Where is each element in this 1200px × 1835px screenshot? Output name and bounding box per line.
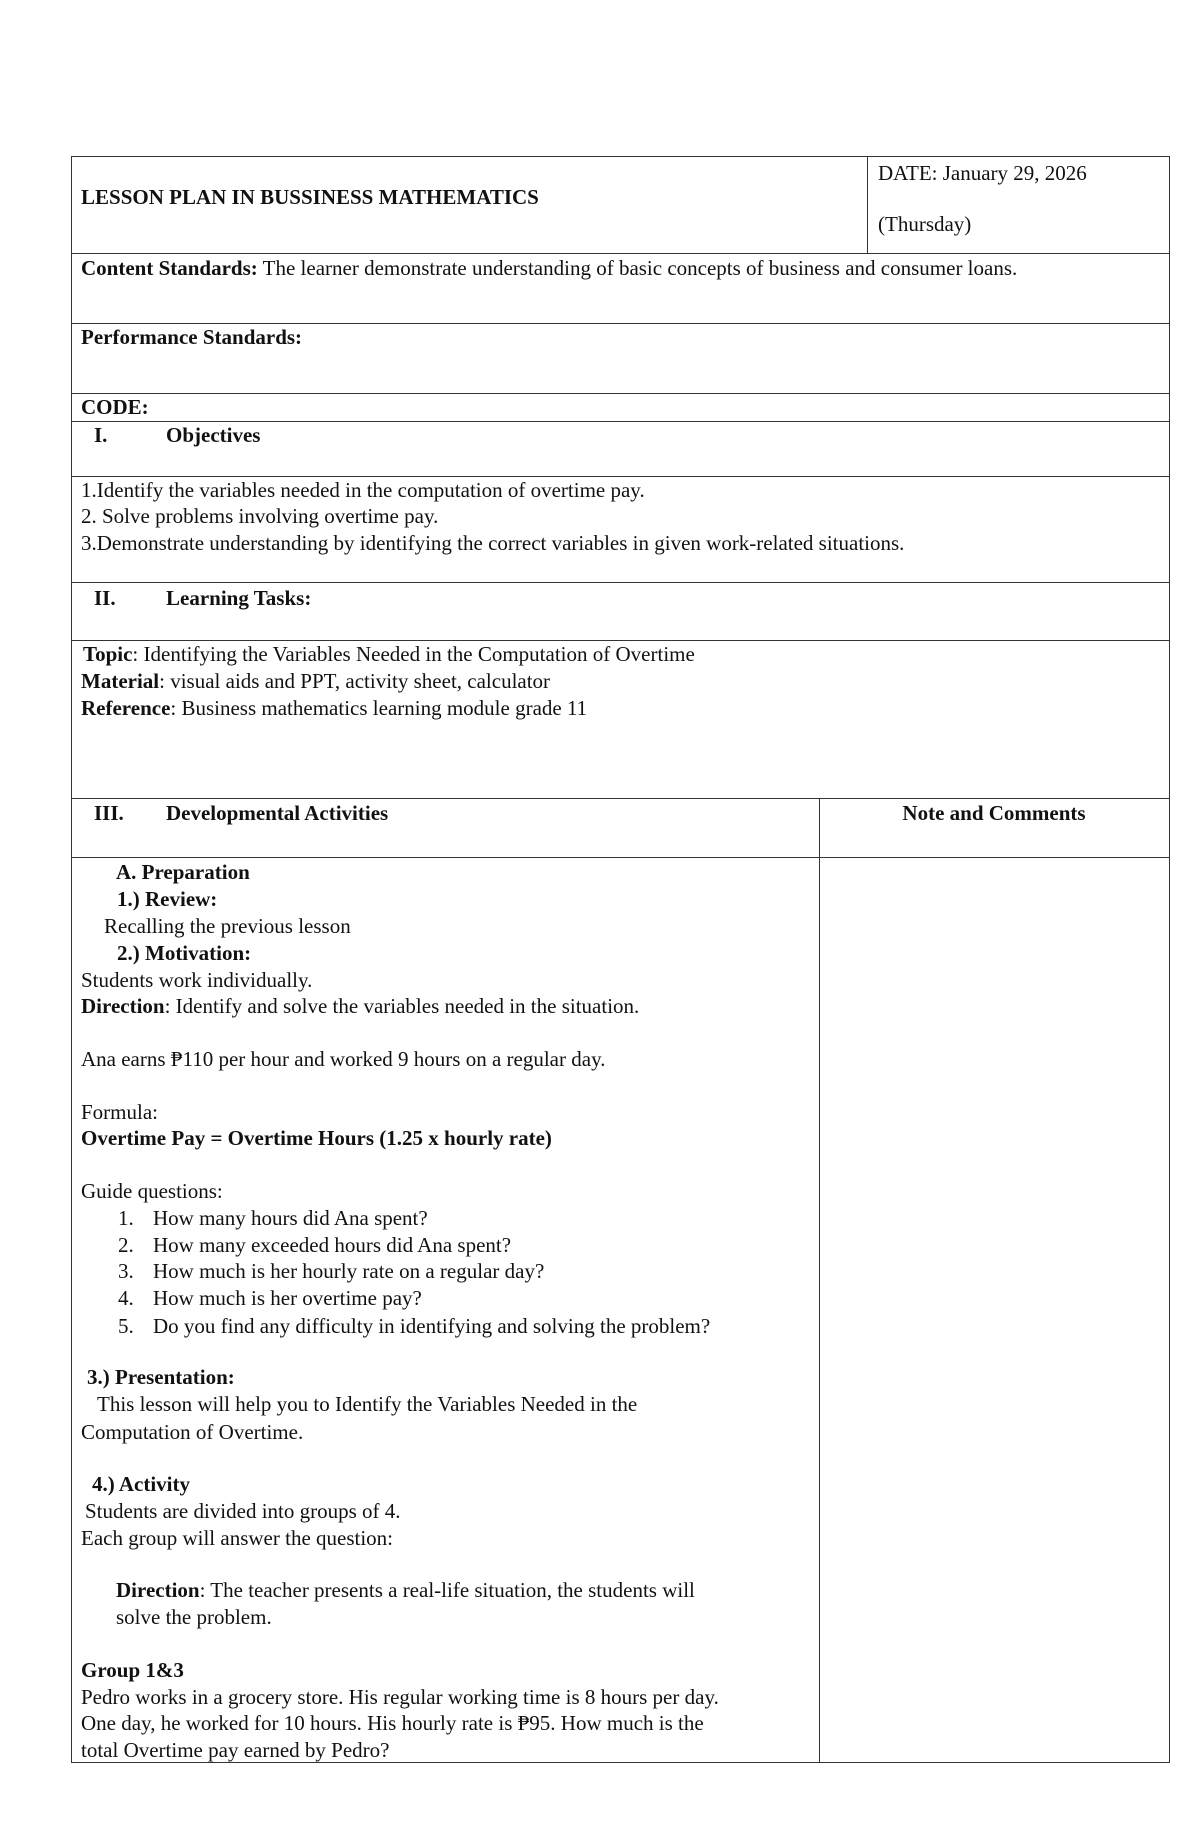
code-row bbox=[72, 394, 1169, 422]
guide-questions-label: Guide questions: bbox=[81, 1179, 223, 1203]
reference-text: : Business mathematics learning module grade 11 bbox=[170, 696, 588, 720]
direction2-text: : The teacher presents a real-life situation, the students will bbox=[199, 1578, 695, 1602]
formula-text: Overtime Pay = Overtime Hours (1.25 x hourly rate) bbox=[81, 1126, 552, 1150]
objectives-title: Objectives bbox=[166, 423, 261, 447]
objectives-heading-row bbox=[72, 422, 1169, 477]
activity-text-2: Each group will answer the question: bbox=[81, 1526, 394, 1550]
activity-label: 4.) Activity bbox=[92, 1472, 190, 1496]
content-standards-row bbox=[72, 254, 1169, 324]
review-label: 1.) Review: bbox=[117, 887, 218, 911]
guide-question: 3. How much is her hourly rate on a regular day? bbox=[118, 1259, 545, 1283]
objective-item: 3.Demonstrate understanding by identifying the correct variables in given work-related situations. bbox=[81, 531, 905, 555]
activity-text-1: Students are divided into groups of 4. bbox=[85, 1499, 401, 1523]
learning-tasks-heading-row bbox=[72, 583, 1169, 641]
topic-line bbox=[83, 641, 695, 667]
developmental-title: Developmental Activities bbox=[166, 801, 389, 825]
material-line bbox=[81, 668, 550, 694]
lesson-date: DATE: January 29, 2026 bbox=[878, 161, 1087, 185]
content-standards-text: The learner demonstrate understanding of basic concepts of business and consumer loans. bbox=[262, 256, 1018, 280]
objective-item: 1.Identify the variables needed in the computation of overtime pay. bbox=[81, 478, 645, 502]
presentation-label: 3.) Presentation: bbox=[87, 1365, 235, 1389]
objectives-numeral: I. bbox=[94, 423, 108, 447]
developmental-heading bbox=[94, 800, 388, 826]
direction-line bbox=[81, 993, 639, 1019]
learning-tasks-title: Learning Tasks: bbox=[166, 586, 312, 610]
developmental-heading-row bbox=[72, 799, 1169, 858]
presentation-text-1: This lesson will help you to Identify the Variables Needed in the bbox=[97, 1392, 638, 1416]
objective-item: 2. Solve problems involving overtime pay. bbox=[81, 504, 439, 528]
group-label: Group 1&3 bbox=[81, 1658, 184, 1682]
learning-tasks-numeral: II. bbox=[94, 586, 116, 610]
content-standards bbox=[81, 255, 1017, 281]
guide-question: 2. How many exceeded hours did Ana spent? bbox=[118, 1233, 512, 1257]
topic-label: Topic bbox=[83, 642, 133, 666]
objectives-heading bbox=[94, 422, 260, 448]
group-text-1: Pedro works in a grocery store. His regular working time is 8 hours per day. bbox=[81, 1685, 719, 1709]
learning-tasks-content-row bbox=[72, 641, 1169, 799]
developmental-numeral: III. bbox=[94, 801, 124, 825]
direction-label: Direction bbox=[81, 994, 165, 1018]
performance-standards-row bbox=[72, 324, 1169, 394]
direction2-text-2: solve the problem. bbox=[116, 1605, 272, 1629]
lesson-day: (Thursday) bbox=[878, 212, 972, 236]
formula-label: Formula: bbox=[81, 1100, 158, 1124]
lesson-plan-title: LESSON PLAN IN BUSSINESS MATHEMATICS bbox=[81, 185, 539, 209]
direction2-label: Direction bbox=[116, 1578, 200, 1602]
header-row bbox=[72, 157, 1169, 254]
situation-text: Ana earns ₱110 per hour and worked 9 hours on a regular day. bbox=[81, 1047, 606, 1071]
motivation-label: 2.) Motivation: bbox=[117, 941, 252, 965]
topic-text: : Identifying the Variables Needed in the Computation of Overtime bbox=[132, 642, 695, 666]
direction-text: : Identify and solve the variables needed in the situation. bbox=[164, 994, 640, 1018]
lesson-plan-table bbox=[71, 156, 1170, 1763]
developmental-body-row bbox=[72, 858, 1169, 1762]
material-text: : visual aids and PPT, activity sheet, calculator bbox=[159, 669, 551, 693]
review-text: Recalling the previous lesson bbox=[104, 914, 351, 938]
content-standards-label: Content Standards: bbox=[81, 256, 258, 280]
performance-standards-label: Performance Standards: bbox=[81, 325, 303, 349]
preparation-heading: A. Preparation bbox=[116, 860, 250, 884]
group-text-3: total Overtime pay earned by Pedro? bbox=[81, 1738, 390, 1762]
motivation-text: Students work individually. bbox=[81, 968, 313, 992]
presentation-text-2: Computation of Overtime. bbox=[81, 1420, 304, 1444]
learning-tasks-heading bbox=[94, 585, 311, 611]
guide-question: 5. Do you find any difficulty in identifying and solving the problem? bbox=[118, 1314, 711, 1338]
direction2-line bbox=[116, 1577, 695, 1603]
reference-line bbox=[81, 695, 587, 721]
reference-label: Reference bbox=[81, 696, 171, 720]
guide-question: 1. How many hours did Ana spent? bbox=[118, 1206, 428, 1230]
notes-heading: Note and Comments bbox=[902, 801, 1086, 825]
objectives-list-row bbox=[72, 477, 1169, 583]
material-label: Material bbox=[81, 669, 160, 693]
code-label: CODE: bbox=[81, 395, 149, 419]
group-text-2: One day, he worked for 10 hours. His hourly rate is ₱95. How much is the bbox=[81, 1711, 704, 1735]
guide-question: 4. How much is her overtime pay? bbox=[118, 1286, 422, 1310]
